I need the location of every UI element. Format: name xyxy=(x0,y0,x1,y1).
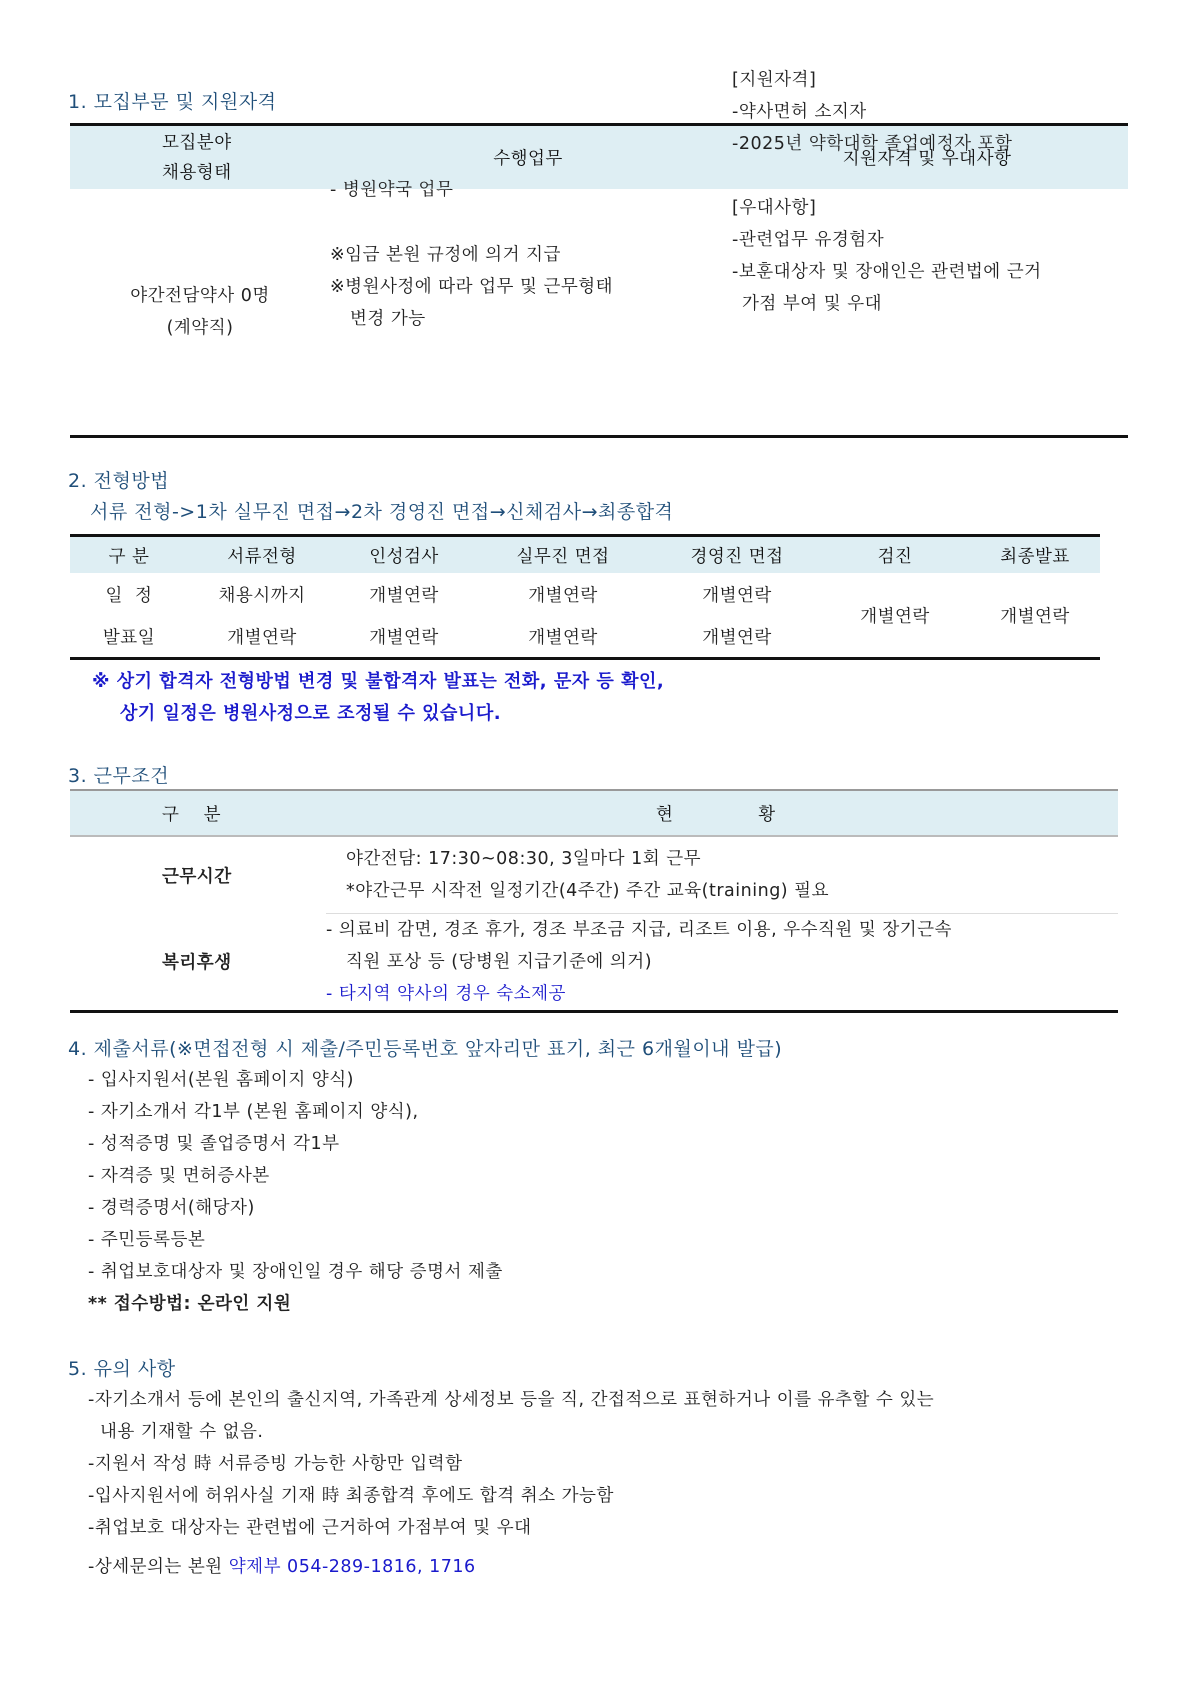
selection-flow: 서류 전형->1차 실무진 면접→2차 경영진 면접→신체검사→최종합격 xyxy=(90,501,674,523)
document-item: - 경력증명서(해당자) xyxy=(88,1198,255,1218)
header-field: 모집분야 채용형태 xyxy=(70,125,330,190)
welfare-line: - 의료비 감면, 경조 휴가, 경조 부조금 지급, 리조트 이용, 우수직원 및 장기근속 xyxy=(326,913,1118,946)
duty-line: 변경 가능 xyxy=(350,309,426,329)
schedule-cell: 개별연락 xyxy=(528,627,598,648)
schedule-cell: 개별연락 xyxy=(528,585,598,606)
schedule-header: 경영진 면접 xyxy=(654,536,820,574)
notice-item: -입사지원서에 허위사실 기재 時 최종합격 후에도 합격 취소 가능함 xyxy=(88,1486,614,1506)
duty-line: ※임금 본원 규정에 의거 지급 xyxy=(330,245,561,265)
duty-line: - 병원약국 업무 xyxy=(330,180,454,200)
header-duty: 수행업무 xyxy=(330,125,726,190)
document-item: - 입사지원서(본원 홈페이지 양식) xyxy=(88,1070,354,1090)
header-status: 현 황 xyxy=(326,790,1118,836)
application-method: ** 접수방법: 온라인 지원 xyxy=(88,1294,292,1314)
notice-item: -지원서 작성 時 서류증빙 가능한 사항만 입력함 xyxy=(88,1454,463,1474)
notice-item: 내용 기재할 수 없음. xyxy=(100,1422,264,1442)
qual-line: -관련업무 유경험자 xyxy=(732,230,885,250)
document-item: - 자격증 및 면허증사본 xyxy=(88,1166,270,1186)
schedule-header: 서류전형 xyxy=(188,536,336,574)
work-hours-line: 야간전담: 17:30~08:30, 3일마다 1회 근무 xyxy=(346,849,702,869)
schedule-header: 검진 xyxy=(820,536,970,574)
qual-line: -보훈대상자 및 장애인은 관련법에 근거 xyxy=(732,262,1042,282)
schedule-cell: 개별연락 xyxy=(702,627,772,648)
contact-phone: 약제부 054-289-1816, 1716 xyxy=(228,1557,476,1577)
schedule-header: 구 분 xyxy=(70,536,188,574)
header-division: 구 분 xyxy=(70,790,326,836)
schedule-cell: 개별연락 xyxy=(702,585,772,606)
section-3-title: 3. 근무조건 xyxy=(68,765,170,787)
document-item: - 성적증명 및 졸업증명서 각1부 xyxy=(88,1134,340,1154)
notice-item: -취업보호 대상자는 관련법에 근거하여 가점부여 및 우대 xyxy=(88,1518,532,1538)
document-item: - 주민등록등본 xyxy=(88,1230,206,1250)
welfare-line: 직원 포상 등 (당병원 지급기준에 의거) xyxy=(346,952,653,972)
schedule-header: 인성검사 xyxy=(336,536,472,574)
notice-item: -자기소개서 등에 본인의 출신지역, 가족관계 상세정보 등을 직, 간접적으로 표현하거나 이를 유추할 수 있는 xyxy=(88,1390,935,1410)
work-conditions-table xyxy=(70,789,1118,1013)
schedule-cell: 개별연락 xyxy=(369,627,439,648)
section-5-title: 5. 유의 사항 xyxy=(68,1358,176,1380)
welfare-cell xyxy=(326,913,1118,1012)
employment-type: (계약직) xyxy=(166,318,234,338)
welfare-label: 복리후생 xyxy=(162,953,232,973)
schedule-cell: 발표일 xyxy=(102,627,156,648)
work-hours-cell xyxy=(326,836,1118,913)
schedule-cell: 채용시까지 xyxy=(218,585,306,606)
schedule-note: 상기 일정은 병원사정으로 조정될 수 있습니다. xyxy=(120,703,502,724)
section-1-title: 1. 모집부문 및 지원자격 xyxy=(68,91,277,113)
document-item: - 취업보호대상자 및 장애인일 경우 해당 증명서 제출 xyxy=(88,1262,503,1282)
qual-line: -약사면허 소지자 xyxy=(732,102,867,122)
schedule-cell: 일 정 xyxy=(105,585,153,606)
welfare-line: - 타지역 약사의 경우 숙소제공 xyxy=(326,984,566,1004)
schedule-note: ※ 상기 합격자 전형방법 변경 및 불합격자 발표는 전화, 문자 등 확인, xyxy=(92,671,665,692)
schedule-cell-final: 개별연락 xyxy=(1000,606,1070,627)
schedule-table xyxy=(70,534,1100,660)
contact-line xyxy=(88,1553,476,1578)
document-item: - 자기소개서 각1부 (본원 홈페이지 양식), xyxy=(88,1102,419,1122)
field-cell xyxy=(70,189,330,437)
qual-heading: [우대사항] xyxy=(732,198,817,218)
contact-prefix: -상세문의는 본원 xyxy=(88,1557,229,1577)
schedule-header: 최종발표 xyxy=(970,536,1100,574)
qual-heading: [지원자격] xyxy=(732,70,817,90)
qual-line: 가점 부여 및 우대 xyxy=(742,294,883,314)
duty-line: ※병원사정에 따라 업무 및 근무형태 xyxy=(330,277,614,297)
qual-line: -2025년 약학대학 졸업예정자 포함 xyxy=(732,134,1013,154)
section-4-title: 4. 제출서류(※면접전형 시 제출/주민등록번호 앞자리만 표기, 최근 6개월이내 발급) xyxy=(68,1038,783,1060)
header-qualification: 지원자격 및 우대사항 xyxy=(726,125,1128,190)
duty-cell xyxy=(330,180,726,437)
field-name: 야간전담약사 0명 xyxy=(130,286,270,306)
section-2-title: 2. 전형방법 xyxy=(68,470,170,492)
schedule-cell: 개별연락 xyxy=(369,585,439,606)
schedule-header: 실무진 면접 xyxy=(472,536,654,574)
work-hours-line: *야간근무 시작전 일정기간(4주간) 주간 교육(training) 필요 xyxy=(346,881,829,901)
schedule-cell: 개별연락 xyxy=(227,627,297,648)
work-hours-label: 근무시간 xyxy=(162,866,232,887)
schedule-cell-checkup: 개별연락 xyxy=(860,606,930,627)
